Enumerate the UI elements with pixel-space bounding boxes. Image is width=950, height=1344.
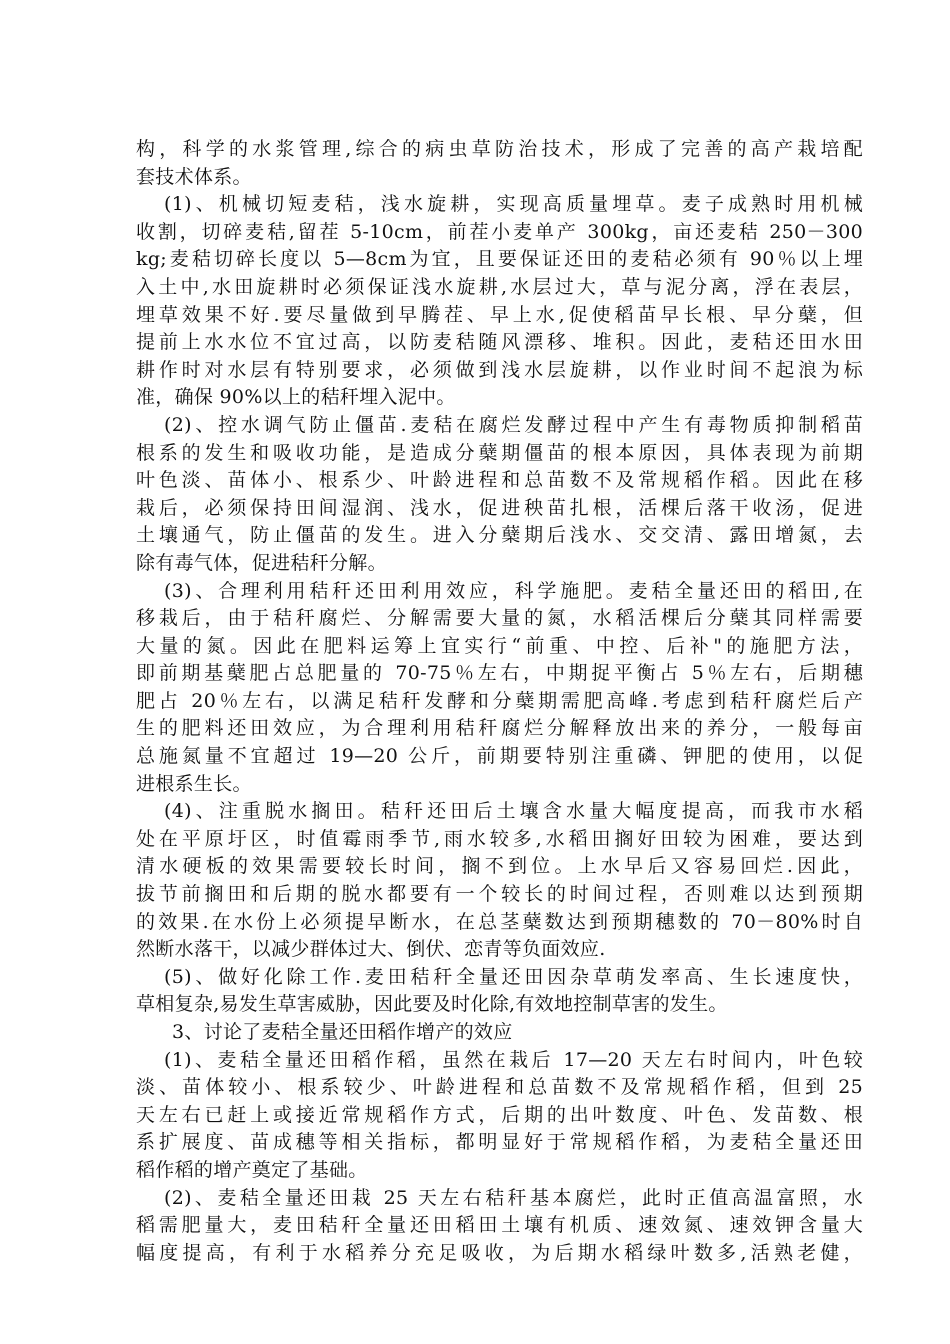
paragraph bbox=[136, 798, 863, 964]
text-line: 进根系生长。 bbox=[136, 772, 252, 795]
text-line: 大量的氮。因此在肥料运筹上宜实行“前重、中控、后补"的施肥方法， bbox=[136, 634, 863, 657]
text-line: 收割，切碎麦秸,留茬 5-10cm，前茬小麦单产 300kg，亩还麦秸 250－300 bbox=[136, 220, 863, 243]
paragraph bbox=[136, 964, 863, 1019]
text-line: kg;麦秸切碎长度以 5—8cm为宜，且要保证还田的麦秸必须有 90％以上埋 bbox=[136, 248, 863, 271]
text-line: 土壤通气，防止僵苗的发生。进入分蘖期后浅水、交交清、露田增氮，去 bbox=[136, 524, 863, 547]
paragraph bbox=[136, 578, 863, 799]
text-line: 系扩展度、苗成穗等相关指标，都明显好于常规稻作稻，为麦秸全量还田 bbox=[136, 1131, 863, 1154]
text-line: 移栽后，由于秸秆腐烂、分解需要大量的氮，水稻活棵后分蘖其同样需要 bbox=[136, 607, 863, 630]
text-line: 处在平原圩区，时值霉雨季节,雨水较多,水稻田搁好田较为困难，要达到 bbox=[136, 827, 863, 850]
text-line: (4)、注重脱水搁田。秸秆还田后土壤含水量大幅度提高，而我市水稻 bbox=[164, 800, 863, 823]
text-line: 稻需肥量大，麦田秸秆全量还田稻田土壤有机质、速效氮、速效钾含量大 bbox=[136, 1214, 863, 1237]
text-line: 拔节前搁田和后期的脱水都要有一个较长的时间过程，否则难以达到预期 bbox=[136, 883, 863, 906]
text-line: 幅度提高，有利于水稻养分充足吸收，为后期水稻绿叶数多,活熟老健， bbox=[136, 1241, 863, 1264]
text-line: (2)、麦秸全量还田栽 25 天左右秸秆基本腐烂，此时正值高温富照，水 bbox=[164, 1186, 863, 1209]
text-line: 稻作稻的增产奠定了基础。 bbox=[136, 1158, 368, 1181]
text-line: 草相复杂,易发生草害威胁，因此要及时化除,有效地控制草害的发生。 bbox=[136, 993, 728, 1016]
text-line: 套技术体系。 bbox=[136, 165, 252, 188]
text-line: (5)、做好化除工作.麦田秸秆全量还田因杂草萌发率高、生长速度快， bbox=[164, 965, 863, 988]
text-line: 即前期基蘖肥占总肥量的 70-75％左右，中期捉平衡占 5％左右，后期穗 bbox=[136, 662, 863, 685]
text-line: 总施氮量不宜超过 19—20 公斤，前期要特别注重磷、钾肥的使用，以促 bbox=[136, 745, 863, 768]
text-line: 栽后，必须保持田间湿润、浅水，促进秧苗扎根，活棵后落干收汤，促进 bbox=[136, 496, 863, 519]
section-heading bbox=[136, 1019, 863, 1047]
paragraph bbox=[136, 1047, 863, 1185]
text-line: 根系的发生和吸收功能，是造成分蘖期僵苗的根本原因，具体表现为前期 bbox=[136, 441, 863, 464]
text-line: 清水硬板的效果需要较长时间，搁不到位。上水早后又容易回烂.因此， bbox=[136, 855, 863, 878]
text-line: 准，确保 90%以上的秸秆埋入泥中。 bbox=[136, 386, 456, 409]
paragraph bbox=[136, 136, 863, 191]
text-line: 的效果.在水份上必须提早断水，在总茎蘖数达到预期穗数的 70－80%时自 bbox=[136, 910, 863, 933]
text-line: 3、讨论了麦秸全量还田稻作增产的效应 bbox=[172, 1021, 513, 1043]
text-line: 淡、苗体较小、根系较少、叶龄进程和总苗数不及常规稻作稻，但到 25 bbox=[136, 1076, 863, 1099]
text-line: 耕作时对水层有特别要求，必须做到浅水层旋耕，以作业时间不起浪为标 bbox=[136, 358, 863, 381]
paragraph bbox=[136, 412, 863, 578]
paragraph bbox=[136, 1185, 863, 1268]
text-line: (1)、麦秸全量还田稻作稻，虽然在栽后 17—20 天左右时间内，叶色较 bbox=[164, 1048, 863, 1071]
paragraph bbox=[136, 191, 863, 412]
text-line: (1)、机械切短麦秸，浅水旋耕，实现高质量埋草。麦子成熟时用机械 bbox=[164, 193, 863, 216]
text-line: 天左右已赶上或接近常规稻作方式，后期的出叶数度、叶色、发苗数、根 bbox=[136, 1103, 863, 1126]
text-line: 叶色淡、苗体小、根系少、叶龄进程和总苗数不及常规稻作稻。因此在移 bbox=[136, 469, 863, 492]
text-line: 构，科学的水浆管理,综合的病虫草防治技术，形成了完善的高产栽培配 bbox=[136, 138, 863, 160]
text-line: 然断水落干，以减少群体过大、倒伏、恋青等负面效应. bbox=[136, 938, 606, 961]
text-line: (2)、控水调气防止僵苗.麦秸在腐烂发酵过程中产生有毒物质抑制稻苗 bbox=[164, 413, 863, 436]
text-line: 肥占 20％左右，以满足秸秆发酵和分蘖期需肥高峰.考虑到秸秆腐烂后产 bbox=[136, 689, 863, 712]
text-line: 埋草效果不好.要尽量做到早腾茬、早上水,促使稻苗早长根、早分蘖，但 bbox=[136, 303, 863, 326]
document-page bbox=[136, 136, 863, 1267]
text-line: 除有毒气体，促进秸秆分解。 bbox=[136, 551, 387, 574]
text-line: 生的肥料还田效应，为合理利用秸秆腐烂分解释放出来的养分，一般每亩 bbox=[136, 717, 863, 740]
text-line: (3)、合理利用秸秆还田利用效应，科学施肥。麦秸全量还田的稻田,在 bbox=[164, 579, 863, 602]
text-line: 提前上水水位不宜过高，以防麦秸随风漂移、堆积。因此，麦秸还田水田 bbox=[136, 331, 863, 354]
text-line: 入土中,水田旋耕时必须保证浅水旋耕,水层过大，草与泥分离，浮在表层， bbox=[136, 275, 863, 298]
